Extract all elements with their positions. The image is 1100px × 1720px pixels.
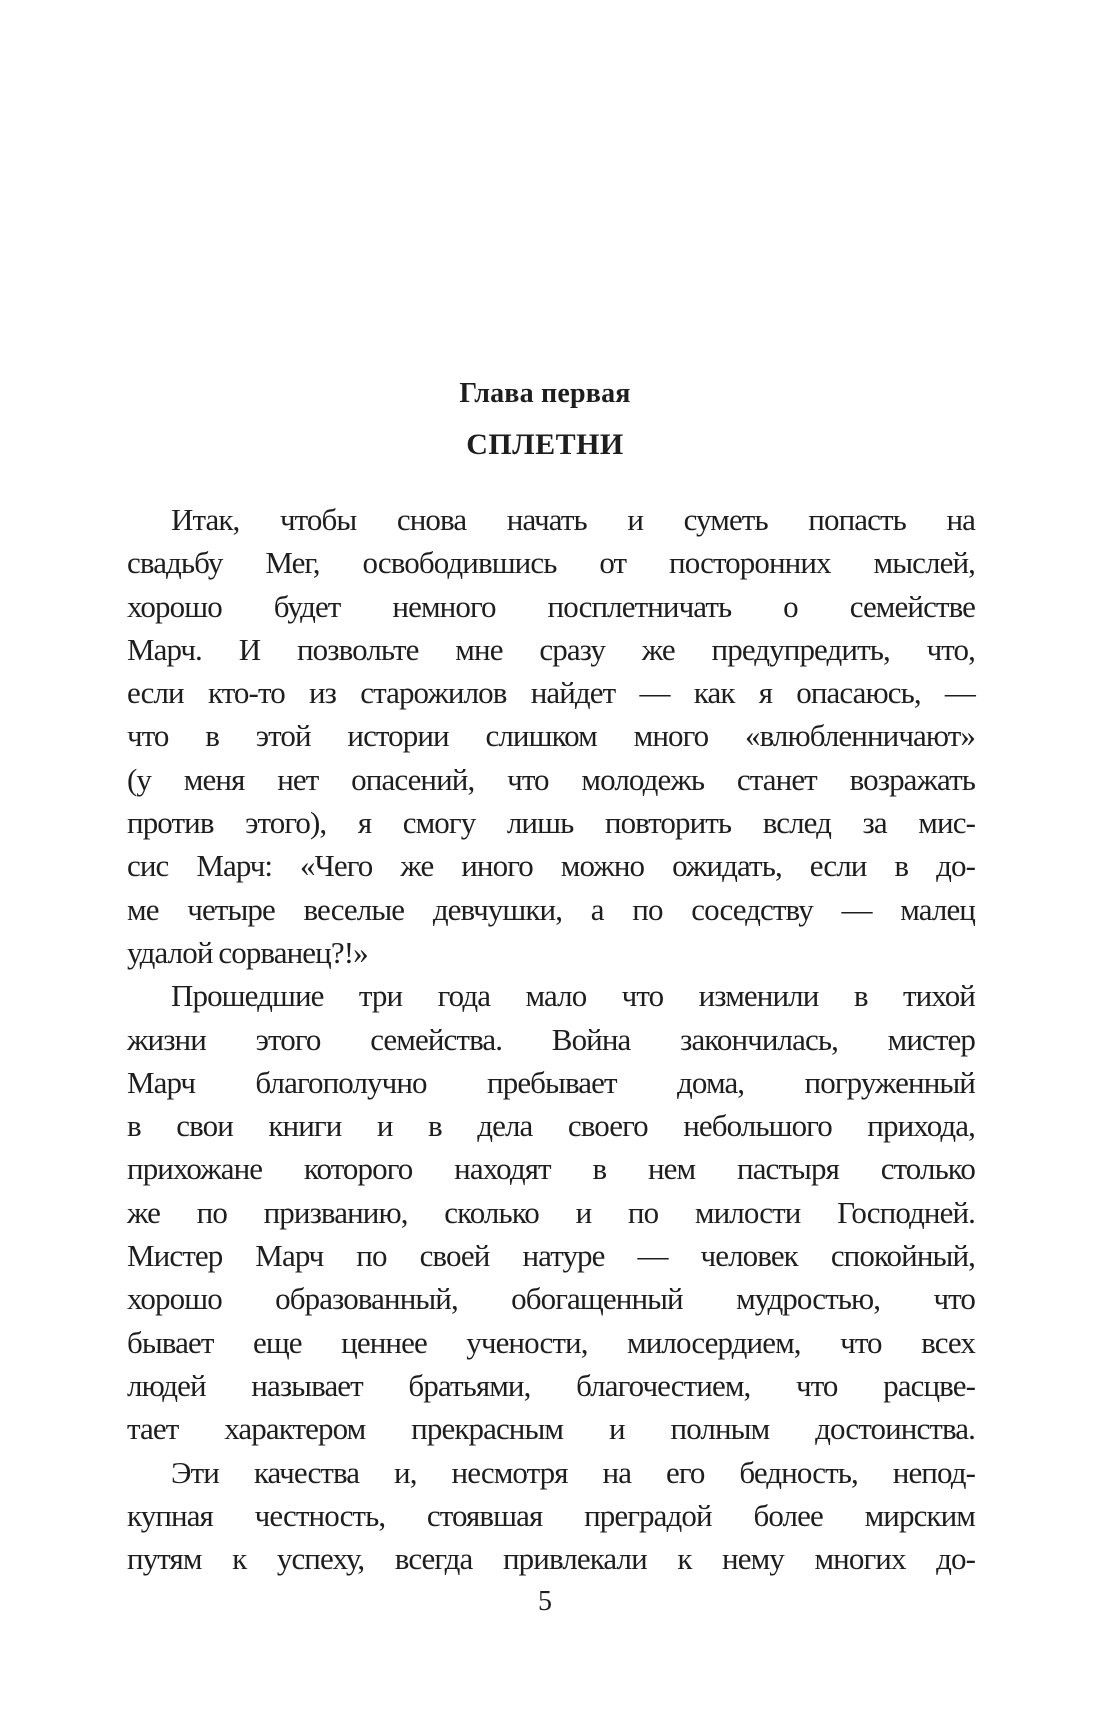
text-line: прихожане которого находят в нем пастыря столько (127, 1151, 975, 1187)
text-line: если кто-то из старожилов найдет — как я опасаюсь, — (127, 675, 975, 711)
text-line: же по призванию, сколько и по милости Господней. (127, 1194, 975, 1230)
text-line: тает характером прекрасным и полным достоинства. (127, 1411, 975, 1447)
text-line: удалой сорванец?!» (127, 934, 368, 970)
text-line: Марч благополучно пребывает дома, погруженный (127, 1064, 975, 1100)
page-number: 5 (538, 1586, 552, 1617)
text-line: жизни этого семейства. Война закончилась, мистер (127, 1021, 975, 1057)
text-line: ме четыре веселые девчушки, а по соседству — малец (127, 891, 975, 927)
text-line: сис Марч: «Чего же иного можно ожидать, если в до- (127, 848, 975, 884)
text-line: в свои книги и в дела своего небольшого прихода, (127, 1108, 975, 1144)
text-line: купная честность, стоявшая преградой более мирским (127, 1497, 975, 1533)
text-line: Мистер Марч по своей натуре — человек спокойный, (127, 1238, 975, 1274)
text-line: Марч. И позвольте мне сразу же предупредить, что, (127, 631, 975, 667)
text-line: Итак, чтобы снова начать и суметь попасть на (171, 502, 975, 537)
text-line: (у меня нет опасений, что молодежь станет возражать (127, 761, 975, 797)
text-line: что в этой истории слишком много «влюбленничают» (127, 718, 975, 754)
text-line: Прошедшие три года мало что изменили в тихой (171, 978, 975, 1014)
text-line: хорошо будет немного посплетничать о семействе (127, 588, 975, 624)
text-line: хорошо образованный, обогащенный мудростью, что (127, 1281, 975, 1317)
text-line: против этого), я смогу лишь повторить вслед за мис- (127, 805, 975, 841)
text-line: путям к успеху, всегда привлекали к нему многих до- (127, 1541, 975, 1577)
chapter-title: СПЛЕТНИ (466, 428, 624, 461)
text-line: Эти качества и, несмотря на его бедность, непод- (171, 1454, 975, 1490)
chapter-label: Глава первая (459, 378, 631, 409)
text-line: людей называет братьями, благочестием, что расцве- (127, 1367, 975, 1403)
text-line: бывает еще ценнее учености, милосердием, что всех (127, 1324, 975, 1360)
text-line: свадьбу Мег, освободившись от посторонних мыслей, (127, 545, 975, 581)
body-text (127, 498, 975, 1580)
